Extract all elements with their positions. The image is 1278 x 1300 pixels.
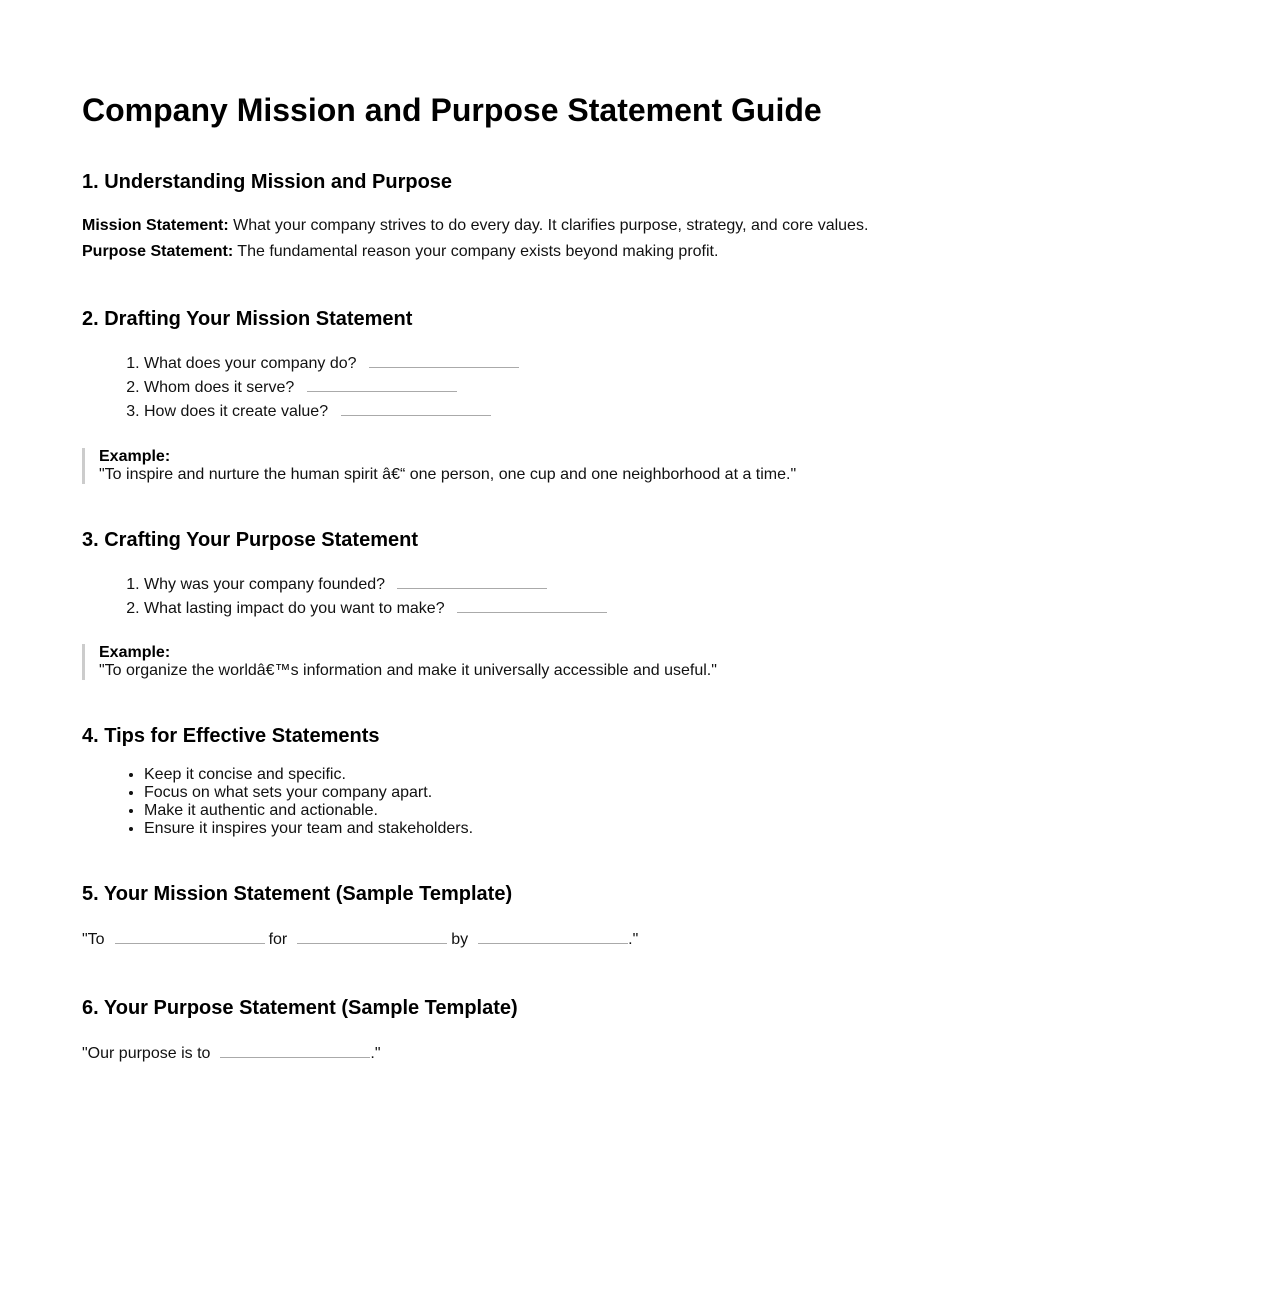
template-word-for: for — [268, 931, 288, 948]
mission-definition — [82, 216, 868, 236]
list-item — [144, 400, 519, 424]
mission-example-quote — [82, 448, 796, 484]
template-suffix: ." — [370, 1045, 381, 1062]
mission-definition-text: What your company strives to do every day. It clarifies purpose, strategy, and core values. — [228, 217, 869, 234]
mission-blank-3[interactable] — [478, 943, 628, 944]
purpose-term: Purpose Statement: — [82, 243, 234, 260]
template-prefix: "Our purpose is to — [82, 1045, 211, 1062]
list-item — [144, 376, 519, 400]
list-item: • Focus on what sets your company apart. — [144, 784, 473, 802]
section-5-heading: 5. Your Mission Statement (Sample Template) — [82, 883, 513, 905]
template-prefix: "To — [82, 931, 105, 948]
mission-questions-list — [82, 352, 519, 424]
list-item — [144, 352, 519, 376]
list-item: • Keep it concise and specific. — [144, 766, 473, 784]
purpose-blank-1[interactable] — [220, 1057, 370, 1058]
question-text: Whom does it serve? — [144, 379, 295, 396]
answer-blank[interactable] — [307, 391, 457, 392]
page-title: Company Mission and Purpose Statement Guide — [82, 92, 822, 128]
section-1-heading: 1. Understanding Mission and Purpose — [82, 171, 453, 193]
example-text: "To organize the worldâ€™s information and make it universally accessible and useful." — [99, 662, 717, 679]
mission-term: Mission Statement: — [82, 217, 229, 234]
answer-blank[interactable] — [397, 588, 547, 589]
answer-blank[interactable] — [341, 415, 491, 416]
question-text: How does it create value? — [144, 403, 329, 420]
template-suffix: ." — [628, 931, 639, 948]
section-6-heading: 6. Your Purpose Statement (Sample Template) — [82, 997, 518, 1019]
purpose-template — [82, 1044, 381, 1064]
list-item: • Ensure it inspires your team and stakeholders. — [144, 820, 473, 838]
list-item: • Make it authentic and actionable. — [144, 802, 473, 820]
example-label: Example: — [99, 448, 171, 465]
question-text: Why was your company founded? — [144, 576, 386, 593]
purpose-example-quote — [82, 644, 717, 680]
tips-list — [82, 766, 473, 838]
section-4-heading: 4. Tips for Effective Statements — [82, 725, 380, 747]
answer-blank[interactable] — [369, 367, 519, 368]
section-2-heading: 2. Drafting Your Mission Statement — [82, 308, 413, 330]
example-label: Example: — [99, 644, 171, 661]
list-item — [144, 573, 607, 597]
question-text: What does your company do? — [144, 355, 357, 372]
example-text: "To inspire and nurture the human spirit â€“ one person, one cup and one neighborhood at a time." — [99, 466, 797, 483]
section-3-heading: 3. Crafting Your Purpose Statement — [82, 529, 418, 551]
purpose-definition-text: The fundamental reason your company exists beyond making profit. — [233, 243, 719, 260]
purpose-definition — [82, 242, 718, 262]
mission-blank-2[interactable] — [297, 943, 447, 944]
purpose-questions-list — [82, 573, 607, 621]
question-text: What lasting impact do you want to make? — [144, 600, 445, 617]
mission-template — [82, 930, 638, 950]
mission-blank-1[interactable] — [115, 943, 265, 944]
template-word-by: by — [451, 931, 469, 948]
list-item — [144, 597, 607, 621]
answer-blank[interactable] — [457, 612, 607, 613]
